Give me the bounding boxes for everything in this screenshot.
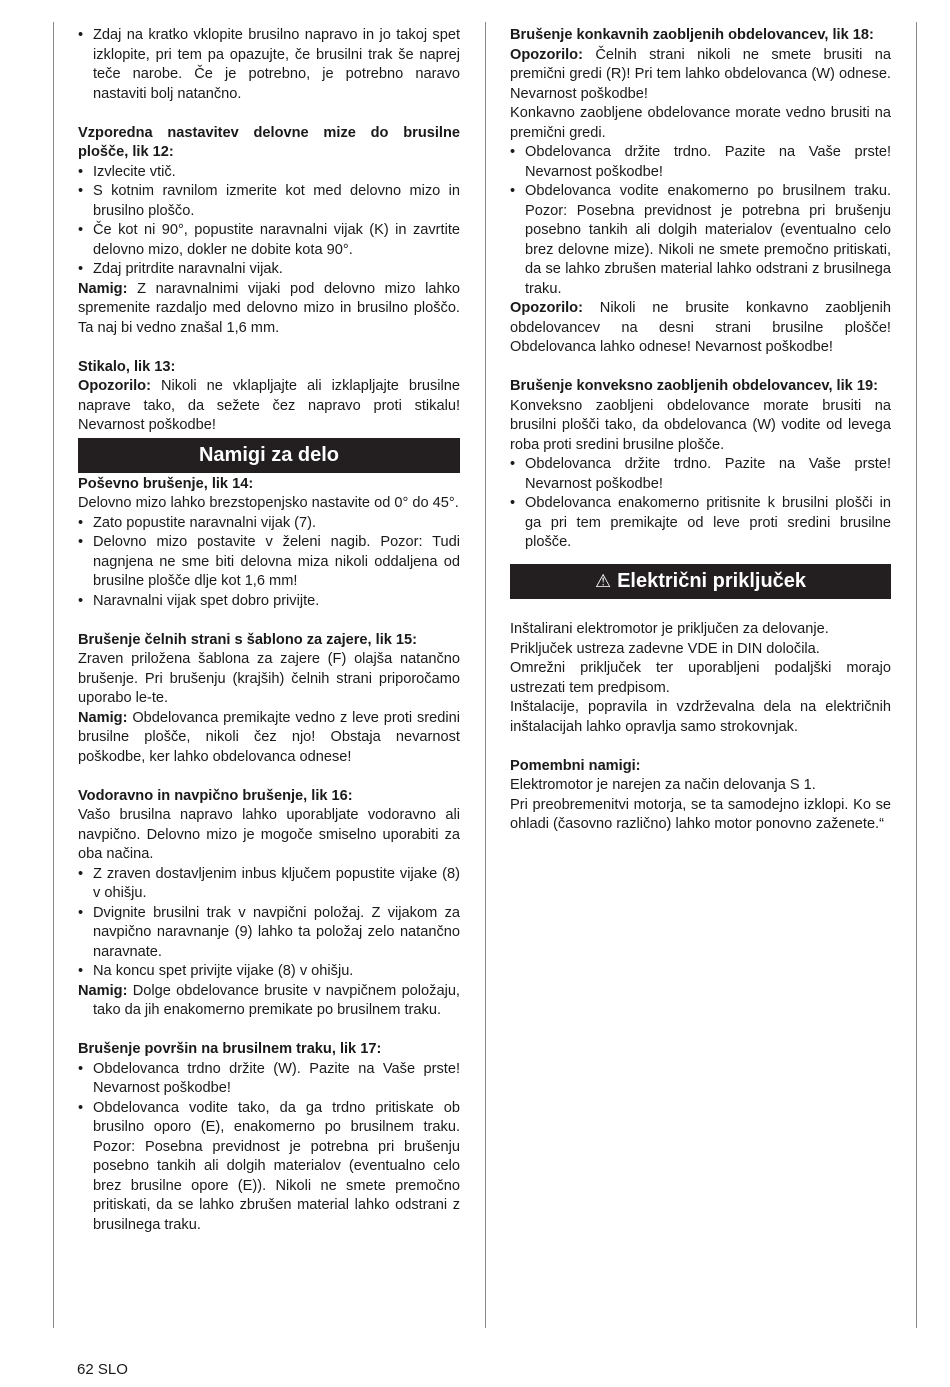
list-item: • Obdelovanca držite trdno. Pazite na Vaše prste! Nevarnost poškodbe! [510,455,891,494]
warning-triangle-icon: ⚠ [594,570,612,592]
paragraph: Konkavno zaobljene obdelovance morate vedno brusiti na premični gredi. [510,105,891,141]
warning-text: Nikoli ne vklapljajte ali izklapljajte brusilne naprave tako, da sežete čez napravo proti stikalu! Nevarnost poškodbe! [78,378,460,433]
list-item: • Delovno mizo postavite v želeni nagib. Pozor: Tudi nagnjena ne sme biti delovna miza nikoli oddaljena od brusilne plošče dlje kot 1,6 mm! [78,533,460,592]
warning-paragraph [510,299,891,358]
warning-label: Opozorilo: [510,300,583,316]
paragraph: Delovno mizo lahko brezstopenjsko nastavite od 0° do 45°. [78,495,459,511]
center-divider-rule [485,22,486,1328]
section-heading-tips: Pomembni namigi: [510,757,641,774]
left-margin-rule [53,22,54,1328]
warning-paragraph [510,46,891,105]
section-heading-lik17: Brušenje površin na brusilnem traku, lik 17: [78,1041,382,1057]
list-item: • Zato popustite naravnalni vijak (7). [78,514,460,534]
section-heading-lik16: Vodoravno in navpično brušenje, lik 16: [78,787,353,804]
warning-label: Opozorilo: [78,378,151,394]
list-item: • Obdelovanca enakomerno pritisnite k brusilni plošči in ga pri tem premikajte od leve proti sredini brusilne plošče. [510,494,891,553]
warning-text: Čelnih strani nikoli ne smete brusiti na premični gredi (R)! Pri tem lahko obdelovanca (W) odnese. Nevarnost poškodbe! [510,46,891,102]
list-item: • Če kot ni 90°, popustite naravnalni vijak (K) in zavrtite delovno mizo, dokler ne dobite kota 90°. [78,221,460,260]
note-label: Namig: [78,280,128,297]
section-heading-lik12: Vzporedna nastavitev delovne mize do brusilne plošče, lik 12: [78,124,460,160]
list-item: • Dvignite brusilni trak v navpični položaj. Z vijakom za navpično naravnanje (9) lahko ta položaj zelo natančno naravnate. [78,904,460,963]
note-label: Namig: [78,709,128,726]
right-column [510,26,891,835]
paragraph: Pri preobremenitvi motorja, se ta samodejno izklopi. Ko se ohladi (časovno različno) lahko motor ponovno zaženete.“ [510,796,891,832]
warning-label: Opozorilo: [510,46,583,63]
section-heading-lik18: Brušenje konkavnih zaobljenih obdelovancev, lik 18: [510,27,874,43]
note-text: Dolge obdelovance brusite v navpičnem položaju, tako da jih enakomerno premikate po brusilnem traku. [93,982,460,1018]
left-column [78,26,460,1235]
list-item: • Z zraven dostavljenim inbus ključem popustite vijake (8) v ohišju. [78,865,460,904]
note-text: Obdelovanca premikajte vedno z leve proti sredini brusilne plošče, nikoli čez njo! Obstaja nevarnost poškodbe, ker lahko obdelovanca odnese! [78,709,460,765]
paragraph: Inštalacije, popravila in vzdrževalna dela na električnih inštalacijah lahko opravlja samo strokovnjak. [510,699,891,735]
warning-paragraph [78,377,460,436]
paragraph: Omrežni priključek ter uporabljeni podaljški morajo ustrezati tem predpisom. [510,660,891,696]
paragraph: Zraven priložena šablona za zajere (F) olajša natančno brušenje. Pri brušenju (krajših) čelnih strani priporočamo uporabo le-te. [78,651,460,706]
section-band-work-tips: Namigi za delo [78,438,460,473]
list-item: • Zdaj pritrdite naravnalni vijak. [78,260,460,280]
right-margin-rule [916,22,917,1328]
section-heading-lik15: Brušenje čelnih strani s šablono za zajere, lik 15: [78,631,418,648]
list-item: • Obdelovanca vodite enakomerno po brusilnem traku. Pozor: Posebna previdnost je potrebna pri brušenju posebno tankih ali dolgih materialov (eventualno celo brez delovne mize). Nikoli ne smete premočno pritiskati, da se lahko zbrušen material lahko odstrani z brusilnega traku. [510,182,891,299]
list-item: • Obdelovanca trdno držite (W). Pazite na Vaše prste! Nevarnost poškodbe! [78,1060,460,1099]
section-heading-lik19: Brušenje konveksno zaobljenih obdelovancev, lik 19: [510,378,878,394]
section-heading-lik13: Stikalo, lik 13: [78,358,176,375]
note-text: Z naravnalnimi vijaki pod delovno mizo lahko spremenite razdaljo med delovno mizo in brusilno ploščo. Ta naj bi vedno znašal 1,6 mm. [78,280,460,336]
band-title: Električni priključek [617,569,807,592]
page-number: 62 SLO [77,1361,128,1378]
note-paragraph [78,709,460,768]
section-band-electrical [510,564,891,599]
note-paragraph [78,280,460,339]
paragraph: Elektromotor je narejen za način delovanja S 1. [510,777,816,793]
paragraph: Vašo brusilna napravo lahko uporabljate vodoravno ali navpično. Delovno mizo je mogoče smiselno uporabiti za oba načina. [78,807,460,862]
list-item: • Obdelovanca vodite tako, da ga trdno pritiskate ob brusilno oporo (E), enakomerno po brusilnem traku. Pozor: Posebna previdnost je potrebna pri brušenju posebno tankih ali dolgih materialov (eventualno celo brez brusilne opore (E)). Nikoli ne smete premočno pritiskati, da se lahko zbrušen material lahko odstrani z brusilnega traku. [78,1099,460,1236]
list-item: • Obdelovanca držite trdno. Pazite na Vaše prste! Nevarnost poškodbe! [510,143,891,182]
list-item: • S kotnim ravnilom izmerite kot med delovno mizo in brusilno ploščo. [78,182,460,221]
list-item: • Naravnalni vijak spet dobro privijte. [78,592,460,612]
list-item: • Zdaj na kratko vklopite brusilno napravo in jo takoj spet izklopite, pri tem pa opazujte, če brusilni trak še naprej teče narobe. Če je potrebno, je potrebno naravo nastaviti bolj natančno. [78,26,460,104]
paragraph: Priključek ustreza zadevne VDE in DIN določila. [510,640,820,657]
paragraph: Inštalirani elektromotor je priključen za delovanje. [510,621,829,637]
section-heading-lik14: Poševno brušenje, lik 14: [78,475,254,492]
note-label: Namig: [78,982,128,999]
paragraph: Konveksno zaobljeni obdelovance morate brusiti na brusilni plošči tako, da obdelovanca (W) vodite od levega roba proti sredini brusilne plošče. [510,397,891,453]
warning-text: Nikoli ne brusite konkavno zaobljenih obdelovancev na desni strani brusilne plošče! Obdelovanca lahko odnese! Nevarnost poškodbe! [510,300,891,355]
list-item: • Na koncu spet privijte vijake (8) v ohišju. [78,962,460,982]
note-paragraph [78,982,460,1021]
list-item: • Izvlecite vtič. [78,163,460,183]
